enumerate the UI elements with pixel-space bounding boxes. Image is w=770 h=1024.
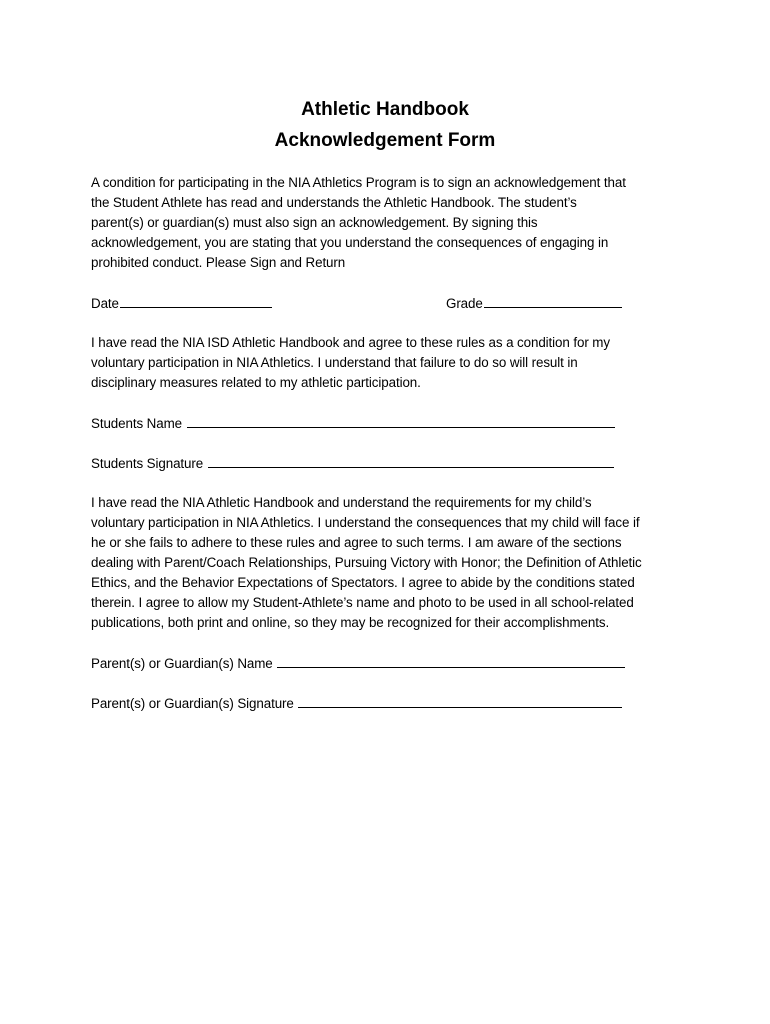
intro-paragraph: A condition for participating in the NIA Athletics Program is to sign an acknowledgement that the Student Athlete has read and understands the Athletic Handbook. The student’s parent(s) or guardian(s) must also sign an acknowledgement. By signing this acknowledgement, you are stating that you understand the consequences of engaging in prohibited conduct. Please Sign and Return [91, 175, 626, 270]
parent-signature-field[interactable] [298, 693, 622, 708]
date-field[interactable] [120, 293, 272, 308]
students-signature-row [91, 453, 691, 473]
grade-label: Grade [446, 296, 483, 311]
form-title [0, 94, 770, 156]
students-signature-label: Students Signature [91, 456, 204, 471]
parent-signature-label: Parent(s) or Guardian(s) Signature [91, 696, 294, 711]
date-grade-row [91, 293, 691, 313]
students-name-row [91, 413, 691, 433]
parent-name-field[interactable] [277, 653, 625, 668]
parent-statement: I have read the NIA Athletic Handbook and understand the requirements for my child’s voluntary participation in NIA Athletics. I understand the consequences that my child will face if he or she fails to adhere to these rules and agree to such terms. I am aware of the sections dealing with Parent/Coach Relationships, Pursuing Victory with Honor; the Definition of Athletic Ethics, and the Behavior Expectations of Spectators. I agree to abide by the conditions stated therein. I agree to allow my Student-Athlete’s name and photo to be used in all school-related publications, both print and online, so they may be recognized for their accomplishments. [91, 495, 642, 630]
parent-name-label: Parent(s) or Guardian(s) Name [91, 656, 273, 671]
parent-name-row [91, 653, 691, 673]
title-line-2: Acknowledgement Form [274, 130, 496, 151]
form-body [91, 173, 691, 713]
grade-group [446, 293, 622, 314]
grade-field[interactable] [484, 293, 622, 308]
students-name-label: Students Name [91, 416, 182, 431]
students-signature-field[interactable] [208, 453, 614, 468]
students-name-field[interactable] [187, 413, 615, 428]
student-statement: I have read the NIA ISD Athletic Handbook and agree to these rules as a condition for my voluntary participation in NIA Athletics. I understand that failure to do so will result in disciplinary measures related to my athletic participation. [91, 335, 610, 390]
parent-signature-row [91, 693, 691, 713]
title-line-1: Athletic Handbook [301, 99, 469, 120]
date-label: Date [91, 296, 119, 311]
